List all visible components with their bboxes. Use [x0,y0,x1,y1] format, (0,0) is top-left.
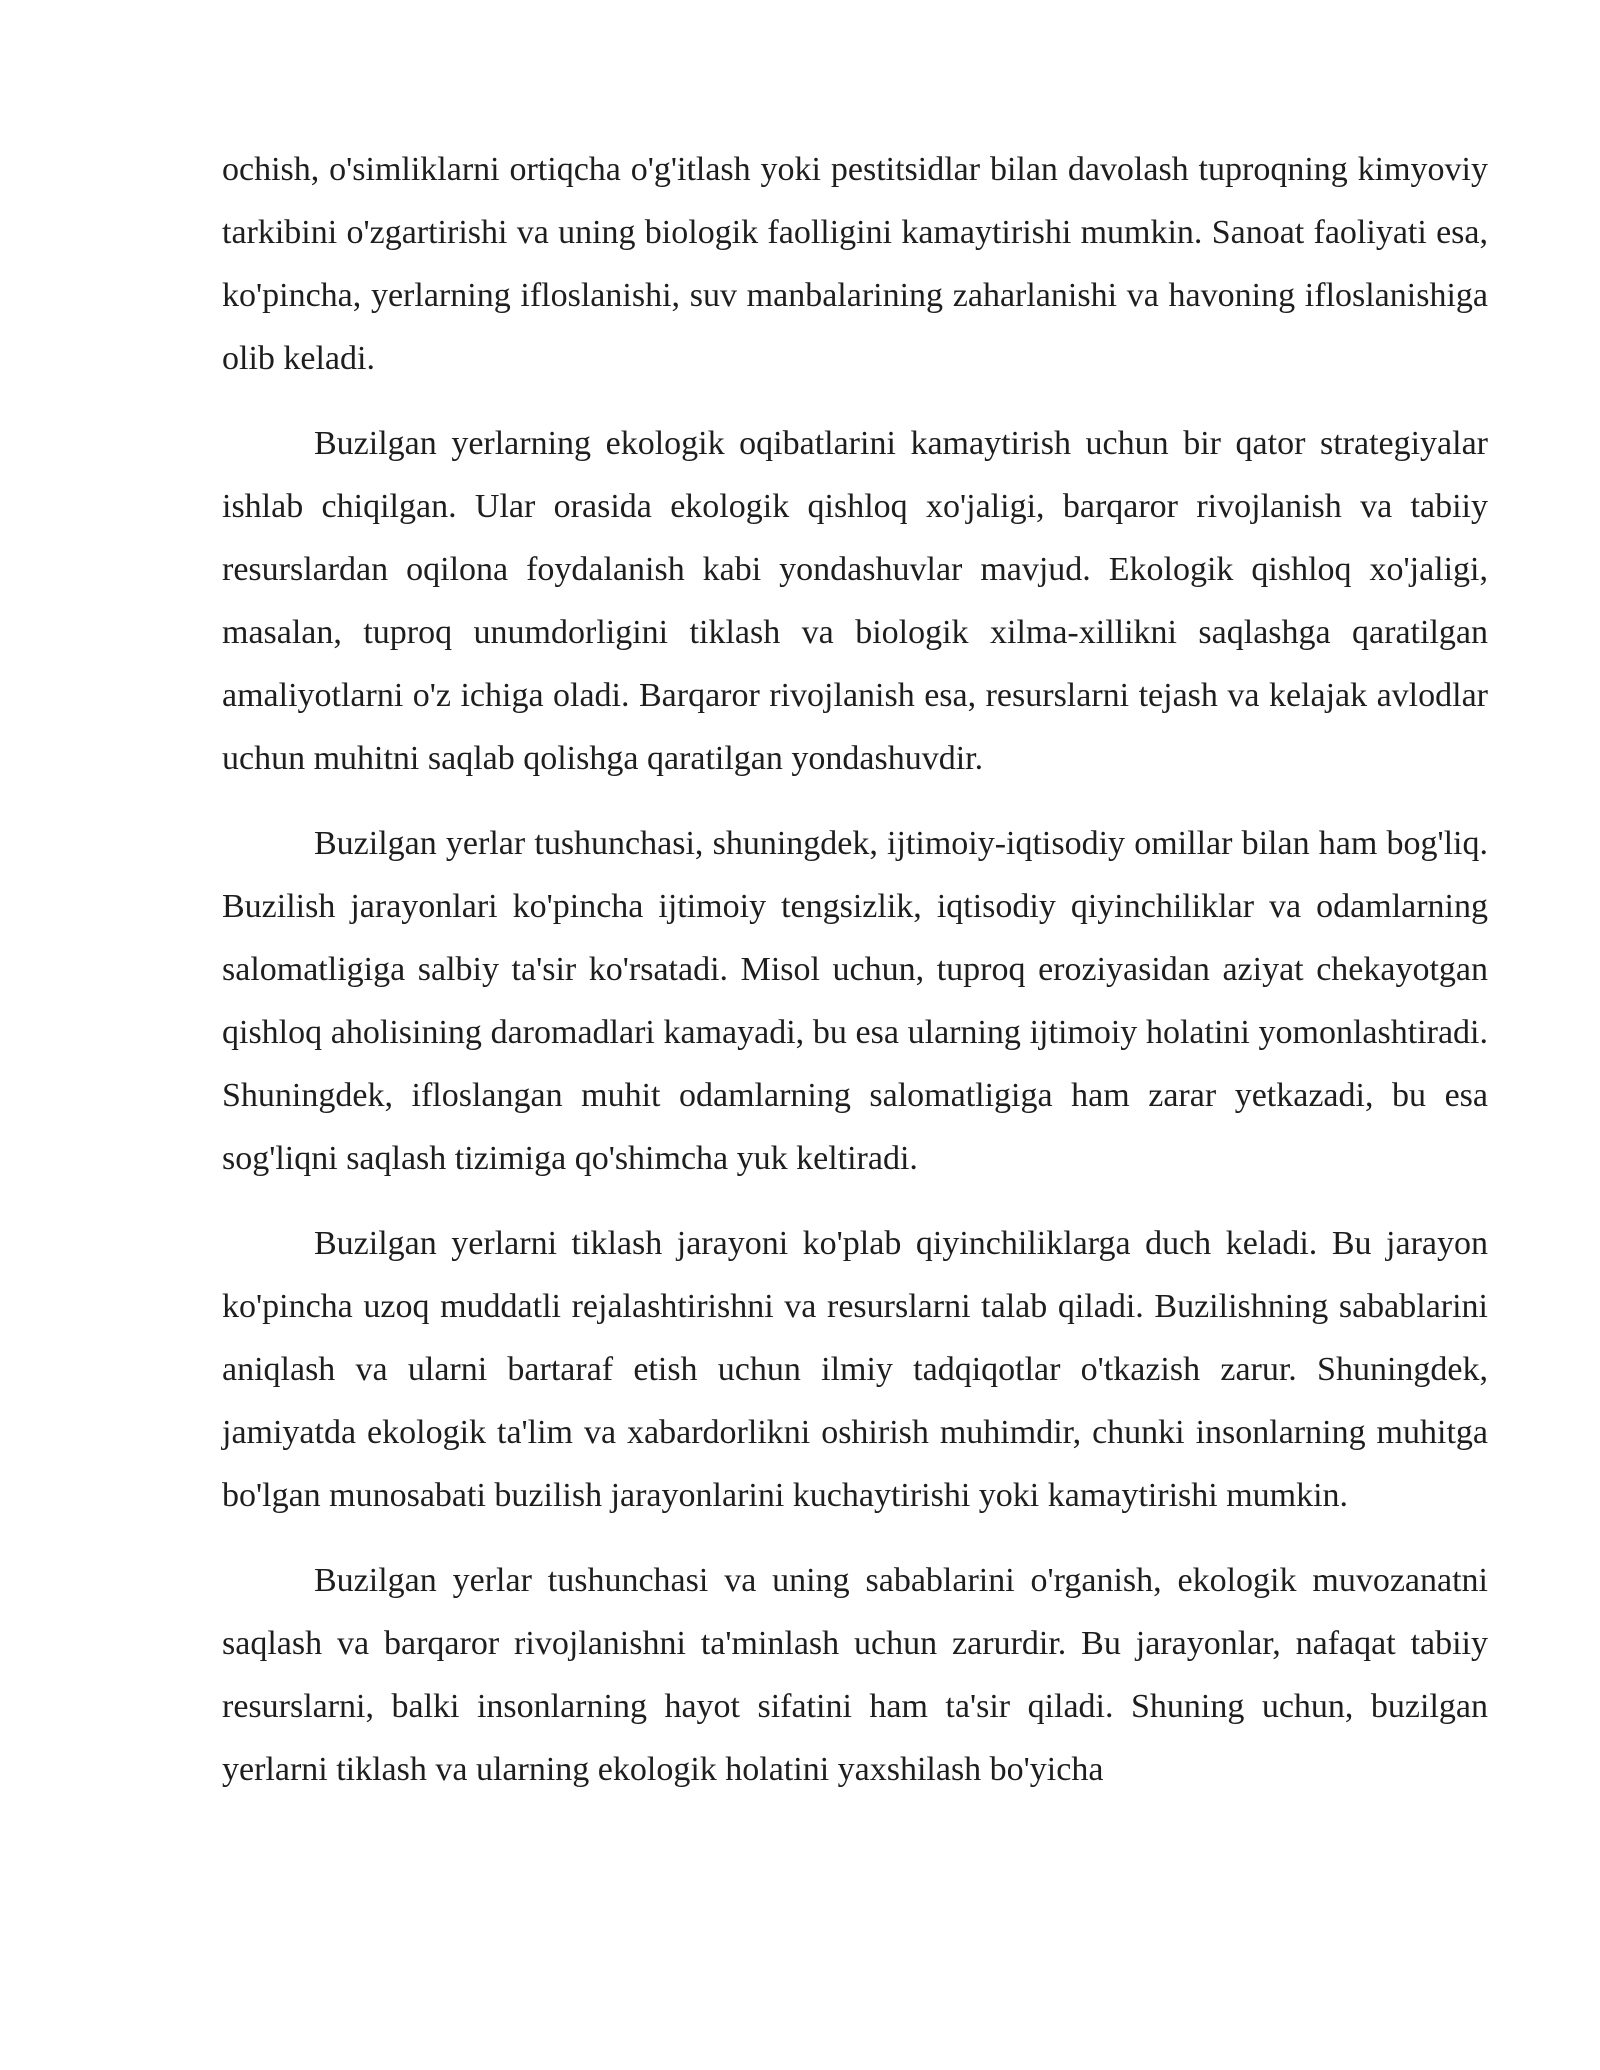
document-body [222,138,1488,1823]
paragraph-3: Buzilgan yerlar tushunchasi, shuningdek, ijtimoiy-iqtisodiy omillar bilan ham bog'liq. Buzilish jarayonlari ko'pincha ijtimoiy tengsizlik, iqtisodiy qiyinchiliklar va odamlarning salomatligiga salbiy ta'sir ko'rsatadi. Misol uchun, tuproq eroziyasidan aziyat chekayotgan qishloq aholisining daromadlari kamayadi, bu esa ularning ijtimoiy holatini yomonlashtiradi. Shuningdek, ifloslangan muhit odamlarning salomatligiga ham zarar yetkazadi, bu esa sog'liqni saqlash tizimiga qo'shimcha yuk keltiradi. [222,825,1488,1177]
paragraph-4: Buzilgan yerlarni tiklash jarayoni ko'plab qiyinchiliklarga duch keladi. Bu jarayon ko'pincha uzoq muddatli rejalashtirishni va resurslarni talab qiladi. Buzilishning sabablarini aniqlash va ularni bartaraf etish uchun ilmiy tadqiqotlar o'tkazish zarur. Shuningdek, jamiyatda ekologik ta'lim va xabardorlikni oshirish muhimdir, chunki insonlarning muhitga bo'lgan munosabati buzilish jarayonlarini kuchaytirishi yoki kamaytirishi mumkin. [222,1225,1488,1514]
paragraph-1: ochish, o'simliklarni ortiqcha o'g'itlash yoki pestitsidlar bilan davolash tuproqning kimyoviy tarkibini o'zgartirishi va uning biologik faolligini kamaytirishi mumkin. Sanoat faoliyati esa, ko'pincha, yerlarning ifloslanishi, suv manbalarining zaharlanishi va havoning ifloslanishiga olib keladi. [222,151,1488,377]
paragraph-2: Buzilgan yerlarning ekologik oqibatlarini kamaytirish uchun bir qator strategiyalar ishlab chiqilgan. Ular orasida ekologik qishloq xo'jaligi, barqaror rivojlanish va tabiiy resurslardan oqilona foydalanish kabi yondashuvlar mavjud. Ekologik qishloq xo'jaligi, masalan, tuproq unumdorligini tiklash va biologik xilma-xillikni saqlashga qaratilgan amaliyotlarni o'z ichiga oladi. Barqaror rivojlanish esa, resurslarni tejash va kelajak avlodlar uchun muhitni saqlab qolishga qaratilgan yondashuvdir. [222,425,1488,777]
paragraph-5: Buzilgan yerlar tushunchasi va uning sabablarini o'rganish, ekologik muvozanatni saqlash va barqaror rivojlanishni ta'minlash uchun zarurdir. Bu jarayonlar, nafaqat tabiiy resurslarni, balki insonlarning hayot sifatini ham ta'sir qiladi. Shuning uchun, buzilgan yerlarni tiklash va ularning ekologik holatini yaxshilash bo'yicha [222,1562,1488,1788]
